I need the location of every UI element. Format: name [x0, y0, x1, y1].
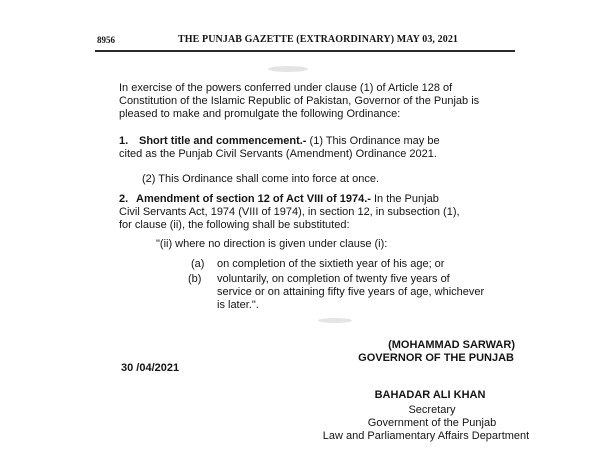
section-1-heading: Short title and commencement.-: [139, 135, 307, 147]
secretary-name: BAHADAR ALI KHAN: [374, 389, 486, 401]
secretary-title: Secretary: [408, 404, 456, 416]
preamble-line-2: Constitution of the Islamic Republic of Pakistan, Governor of the Punjab is: [119, 95, 480, 107]
scan-smudge: [318, 318, 352, 323]
clause-a-text: on completion of the sixtieth year of his age; or: [217, 258, 445, 270]
section-2-line-2: Civil Servants Act, 1974 (VIII of 1974), in section 12, in subsection (1),: [119, 206, 460, 218]
header-rule: [95, 50, 515, 52]
ordinance-date: 30 /04/2021: [121, 362, 180, 374]
section-1-line-1: [139, 135, 440, 148]
clause-mark-a: (a): [191, 258, 205, 270]
section-1-number: 1.: [119, 135, 129, 147]
scan-smudge: [268, 66, 308, 72]
clause-mark-b: (b): [188, 273, 202, 285]
gazette-title: THE PUNJAB GAZETTE (EXTRAORDINARY) MAY 03, 2021: [178, 34, 459, 45]
signatory-name: (MOHAMMAD SARWAR): [388, 339, 515, 351]
secretary-department: Law and Parliamentary Affairs Department: [322, 430, 530, 442]
section-1-line-2: cited as the Punjab Civil Servants (Amendment) Ordinance 2021.: [119, 148, 437, 160]
section-2-quote: "(ii) where no direction is given under clause (i):: [156, 238, 388, 250]
section-1-text: (1) This Ordinance may be: [306, 135, 440, 147]
section-2-heading: Amendment of section 12 of Act VIII of 1974.-: [136, 193, 371, 205]
clause-b-line-1: voluntarily, on completion of twenty five years of: [217, 273, 450, 285]
signatory-title: GOVERNOR OF THE PUNJAB: [358, 352, 514, 364]
secretary-org: Government of the Punjab: [367, 417, 497, 429]
section-2-text: In the Punjab: [370, 193, 439, 205]
section-2-line-1: [136, 193, 439, 206]
clause-b-line-2: service or on attaining fifty five years of age, whichever: [217, 286, 485, 298]
preamble-line-3: pleased to make and promulgate the following Ordinance:: [119, 108, 401, 120]
page-number: 8956: [97, 35, 115, 45]
clause-b-line-3: is later.".: [217, 299, 259, 311]
section-2-number: 2.: [119, 193, 129, 205]
preamble-line-1: In exercise of the powers conferred under clause (1) of Article 128 of: [119, 82, 453, 94]
section-1-subsection-2: (2) This Ordinance shall come into force at once.: [142, 173, 380, 185]
section-2-line-3: for clause (ii), the following shall be substituted:: [119, 219, 350, 231]
